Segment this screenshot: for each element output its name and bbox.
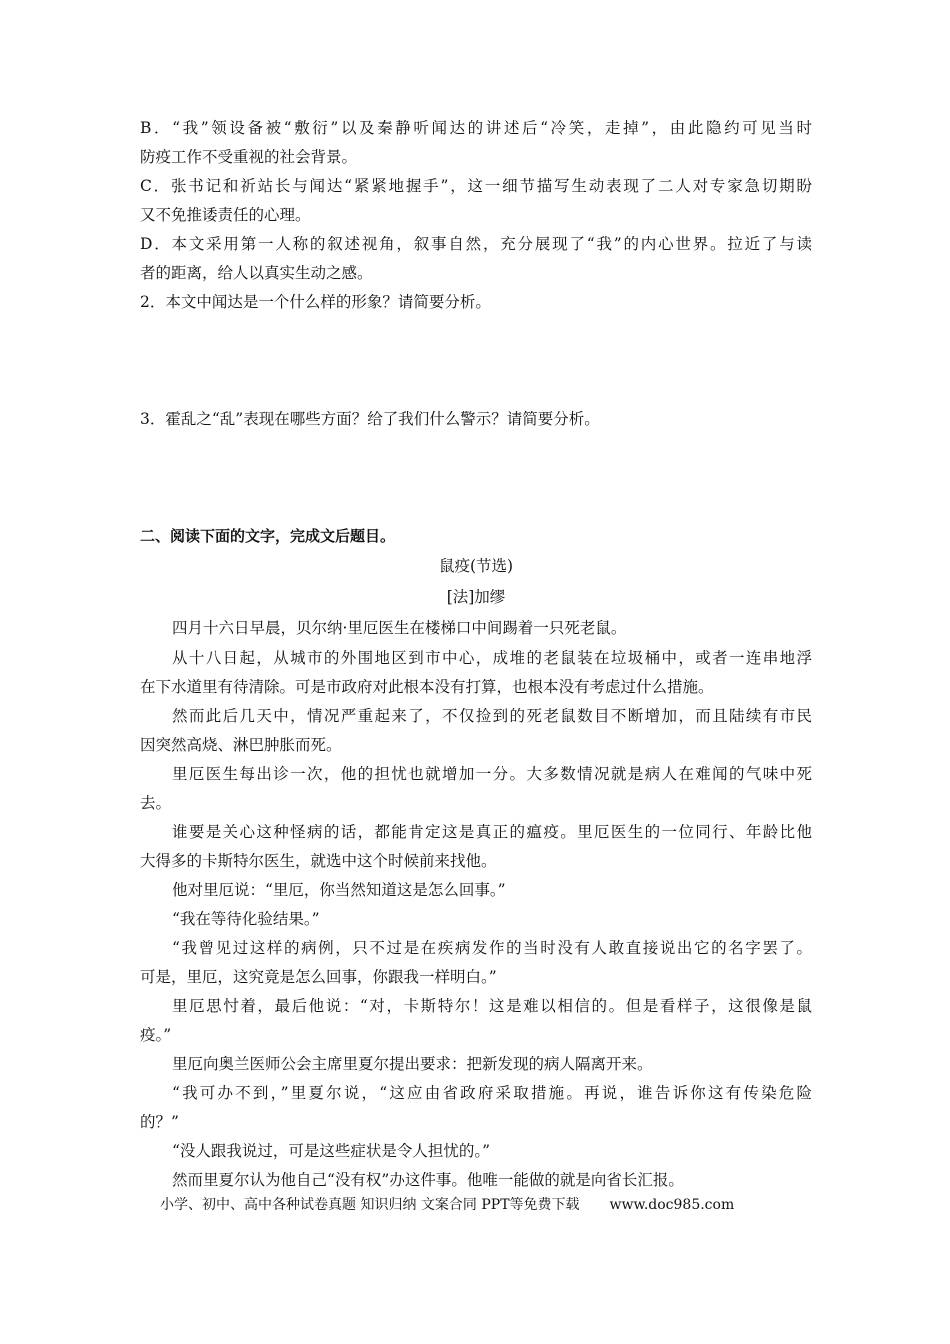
question-2: 2．本文中闻达是一个什么样的形象？请简要分析。: [140, 293, 491, 311]
passage-author: [法]加缪: [446, 588, 506, 606]
option-c-line-2: 又不免推诿责任的心理。: [140, 206, 311, 224]
passage-line: “我在等待化验结果。”: [172, 910, 320, 928]
option-b-line-1: B．“我”领设备被“敷衍”以及秦静听闻达的讲述后“冷笑，走掉”，由此隐约可见当时: [140, 119, 812, 137]
passage-line: 的？”: [140, 1113, 179, 1131]
passage-line: 在下水道里有待清除。可是市政府对此根本没有打算，也根本没有考虑过什么措施。: [140, 678, 714, 696]
option-c-line-1: C．张书记和祈站长与闻达“紧紧地握手”，这一细节描写生动表现了二人对专家急切期盼: [140, 177, 812, 195]
question-3: 3．霍乱之“乱”表现在哪些方面？给了我们什么警示？请简要分析。: [140, 410, 600, 428]
option-b-line-2: 防疫工作不受重视的社会背景。: [140, 148, 358, 166]
passage-line: 可是，里厄，这究竟是怎么回事，你跟我一样明白。”: [140, 968, 497, 986]
passage-line: 里厄向奥兰医师公会主席里夏尔提出要求：把新发现的病人隔离开来。: [172, 1055, 653, 1073]
passage-line: 因突然高烧、淋巴肿胀而死。: [140, 736, 342, 754]
passage-line: “没人跟我说过，可是这些症状是令人担忧的。”: [172, 1142, 491, 1160]
passage-line: 谁要是关心这种怪病的话，都能肯定这是真正的瘟疫。里厄医生的一位同行、年龄比他: [172, 823, 812, 841]
passage-line: 从十八日起，从城市的外围地区到市中心，成堆的老鼠装在垃圾桶中，或者一连串地浮: [172, 649, 812, 667]
footer-text: 小学、初中、高中各种试卷真题 知识归纳 文案合同 PPT等免费下载: [160, 1197, 580, 1213]
passage-line: “我曾见过这样的病例，只不过是在疾病发作的当时没有人敢直接说出它的名字罢了。: [172, 939, 812, 957]
passage-line: 大得多的卡斯特尔医生，就选中这个时候前来找他。: [140, 852, 497, 870]
passage-line: “我可办不到，”里夏尔说，“这应由省政府采取措施。再说，谁告诉你这有传染危险: [172, 1084, 812, 1102]
option-d-line-2: 者的距离，给人以真实生动之感。: [140, 264, 373, 282]
passage-line: 疫。”: [140, 1026, 172, 1044]
footer-site-link[interactable]: www.doc985.com: [609, 1197, 735, 1213]
page-footer: [160, 1195, 800, 1215]
passage-line: 然而此后几天中，情况严重起来了，不仅捡到的死老鼠数目不断增加，而且陆续有市民: [172, 707, 812, 725]
passage-line: 他对里厄说：“里厄，你当然知道这是怎么回事。”: [172, 881, 506, 899]
passage-line: 然而里夏尔认为他自己“没有权”办这件事。他唯一能做的就是向省长汇报。: [172, 1171, 684, 1189]
passage-line: 四月十六日早晨，贝尔纳·里厄医生在楼梯口中间踢着一只死老鼠。: [172, 619, 627, 637]
section-two-heading: 二、阅读下面的文字，完成文后题目。: [140, 527, 396, 545]
passage-title: 鼠疫(节选): [438, 557, 514, 575]
option-d-line-1: D．本文采用第一人称的叙述视角，叙事自然，充分展现了“我”的内心世界。拉近了与读: [140, 235, 812, 253]
passage-line: 里厄医生每出诊一次，他的担忧也就增加一分。大多数情况就是病人在难闻的气味中死: [172, 765, 812, 783]
passage-line: 里厄思忖着，最后他说：“对，卡斯特尔！这是难以相信的。但是看样子，这很像是鼠: [172, 997, 812, 1015]
passage-line: 去。: [140, 794, 172, 812]
